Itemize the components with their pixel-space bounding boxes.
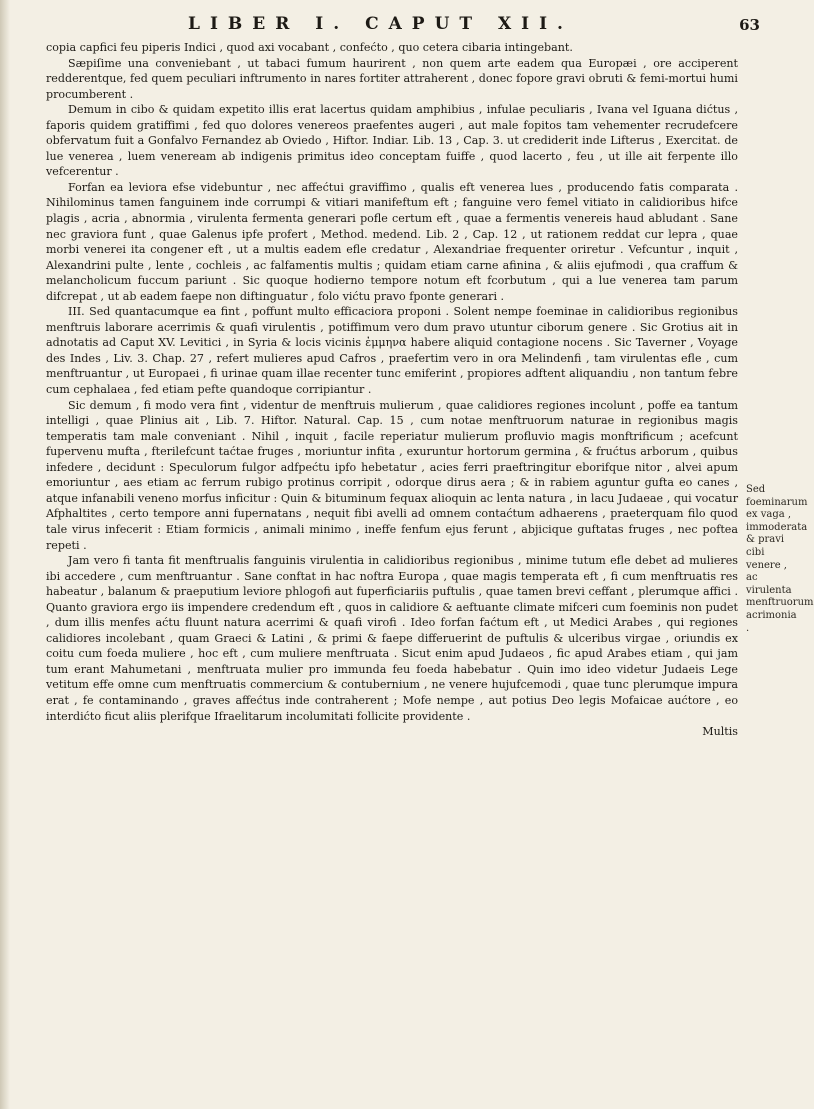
paragraph-6: Sic demum , fi modo vera fint , videntur de menftruis mulierum , quae calidiores regiones incolunt , poffe ea tantum intelligi , quae Plinius ait , Lib. 7. Hiftor. Natural. Cap. 15 , cum notae menftruorum naturae in regionibus magis temperatis tam male conveniant . Nihil , inquit , facile reperiatur mulierum profluvio magis monftrificum ; acefcunt fupervenu mufta , fterilefcunt taćtae fruges , moriuntur infita , exuruntur hortorum germina , & frućtus arborum , quibus infedere , decidunt : Speculorum fulgor adfpećtu ipfo hebetatur , acies ferri praeftringitur eborifque nitor , alvei apum emoriuntur , aes etiam ac ferrum rubigo protinus corripit , odorque dirus aera ; & in rabiem aguntur gufta eo canes , atque infanabili veneno morfus inficitur : Quin & bituminum fequax alioquin ac lenta natura , in lacu Judaeae , qui vocatur Afphaltites , certo tempore anni fupernatans , nequit fibi avelli ad omnem contaćtum adhaerens , praeterquam filo quod tale virus infecerit : Etiam formicis , animali minimo , ineffe fenfum ejus ferunt , abjicique guftatas fruges , nec poftea repeti . [46,398,738,552]
body-text [46,40,738,740]
page-binding-edge [0,0,10,1109]
page-header [0,14,800,38]
page-number: 63 [739,16,760,34]
paragraph-1: copia capfici feu piperis Indici , quod axi vocabant , confećto , quo cetera cibaria intingebant. [46,41,573,54]
paragraph-4: Forfan ea leviora efse videbuntur , nec affećtui graviffimo , qualis eft venerea lues , producendo fatis comparata . Nihilominus tamen fanguinem inde corrumpi & vitiari manifeftum eft ; fanguine vero femel vitiato in calidioribus hifce plagis , acria , abnormia , virulenta fermenta generari pofle certum eft , quae a fermentis venereis haud abludant . Sane nec graviora funt , quae Galenus ipfe profert , Method. medend. Lib. 2 , Cap. 12 , ut rationem reddat cur lepra , quae morbi venerei ita congener eft , ut a multis eadem efle credatur , Alexandriae frequenter oriretur . Vefcuntur , inquit , Alexandrini pulte , lente , cochleis , ac falfamentis multis ; quidam etiam carne afinina , & aliis ejufmodi , qua craffum & melancholicum fuccum pariunt . Sic quoque hodierno tempore notum eft fcorbutum , qui a lue venerea tam parum difcrepat , ut ab eadem faepe non diftinguatur , folo vićtu pravo fponte generari . [46,180,738,303]
paragraph-5: III. Sed quantacumque ea fint , poffunt multo efficaciora proponi . Solent nempe foeminae in calidioribus regionibus menftruis laborare acerrimis & quafi virulentis , potiffimum vero dum pravo utuntur ciborum genere . Sic Grotius ait in adnotatis ad Caput XV. Levitici , in Syria & locis vicinis ἐμμηνα habere aliquid contagione nocens . Sic Taverner , Voyage des Indes , Liv. 3. Chap. 27 , refert mulieres apud Cafros , praefertim vero in ora Melindenfi , tam virulentas efle , cum menftruantur , ut Europaei , fi urinae quam illae recenter tunc emiferint , propiores adftent aliquandiu , non tantum febre cum cephalaea , fed etiam pefte quandoque corripiantur . [46,305,738,397]
paragraph-3: Demum in cibo & quidam expetito illis erat lacertus quidam amphibius , infulae peculiaris , Ivana vel Iguana dićtus , faporis quidem gratiffimi , fed quo dolores venereos praefentes augeri , aut male fopitos tam vehementer recrudefcere obfervatum fuit a Gonfalvo Fernandez ab Oviedo , Hiftor. Indiar. Lib. 13 , Cap. 3. ut crediderit inde Lifterus , Exercitat. de lue venerea , luem veneream ab indigenis primitus ideo conceptam fuiffe , quod lacerto , feu , ut ille ait ferpente illo vefcerentur . [46,103,738,179]
paragraph-2: Sæpiſime una conveniebant , ut tabaci fumum haurirent , non quem arte eadem qua Europæi , ore acciperent redderentque, fed quem peculiari inftrumento in nares fortiter attraherent , donec fopore gravi obruti & femi-mortui humi procumberent . [46,56,738,101]
paragraph-7: Jam vero fi tanta fit menftrualis fanguinis virulentia in calidioribus regionibus , minime tutum efle debet ad mulieres ibi accedere , cum menftruantur . Sane conftat in hac noftra Europa , quae magis temperata eft , fi cum menftruatis res habeatur , balanum & praeputium leviore phlogofi aut fuperficiariis puftulis , quae tamen brevi ceffant , plerumque affici . Quanto graviora ergo iis impendere credendum eft , quos in calidiore & aeftuante climate mifceri cum foeminis non pudet , dum illis menfes aćtu fluunt natura acerrimi & quafi virofi . Ideo forfan faćtum eft , ut Medici Arabes , qui regiones calidiores incolebant , quam Graeci & Latini , & primi & faepe differuerint de puftulis & ulceribus virgae , oriundis ex coitu cum foeda muliere , hoc eft , cum muliere menftruata . Sicut enim apud Judaeos , fic apud Arabes etiam , qui jam tum erant Mahumetani , menftruata mulier pro immunda feu foeda habebatur . Quin imo ideo videtur Judaeis Lege vetitum effe omne cum menftruatis commercium & contubernium , ne venere hujufcemodi , quae tunc plerumque impura erat , fe contaminando , graves affećtus inde contraherent ; Mofe nempe , aut potius Deo legis Mofaicae aućtore , eo interdićto ficut aliis plerifque Ifraelitarum incolumitati follicite providente . [46,554,738,723]
catchword: Multis [702,725,738,739]
running-head: LIBER I. CAPUT XII. [188,14,573,34]
margin-note: Sed foeminarum ex vaga , immoderata & pravi cibi venere , ac virulenta menftruorum acrimonia . [746,484,814,634]
